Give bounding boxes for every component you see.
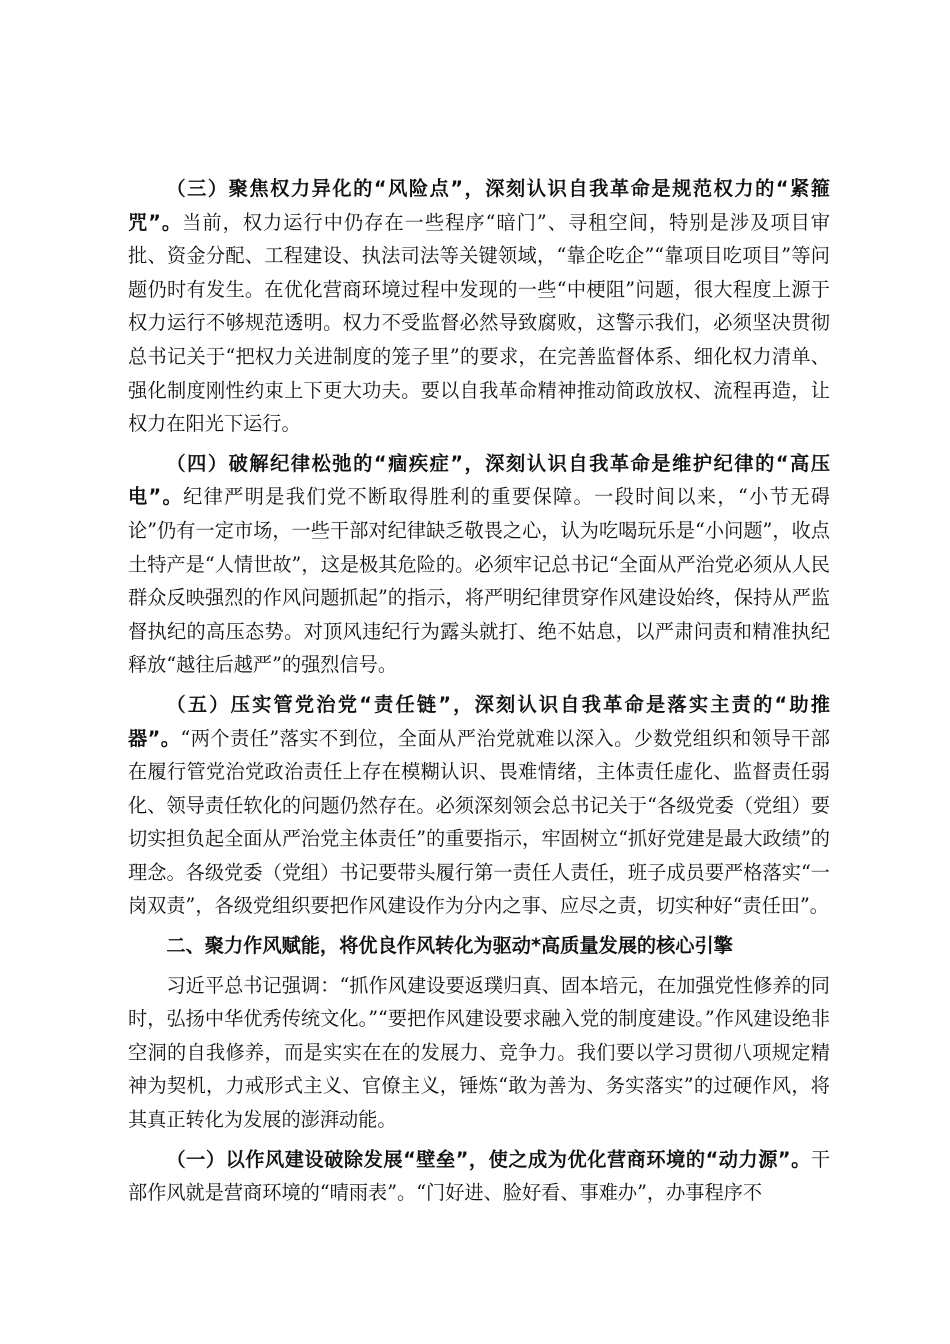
paragraph-four (128, 447, 830, 682)
paragraph-three-lead: （三）聚焦权力异化的“风险点”，深刻认识自我革命是规范权力的“紧箍咒”。 (128, 177, 830, 234)
paragraph-five-body: “两个责任”落实不到位，全面从严治党就难以深入。少数党组织和领导干部在履行管党治党政治责任上存在模糊认识、畏难情绪，主体责任虚化、监督责任弱化、领导责任软化的问题仍然存在。必须深刻领会总书记关于“各级党委（党组）要切实担负起全面从严治党主体责任”的重要指示，牢固树立“抓好党建是最大政绩”的理念。各级党委（党组）书记要带头履行第一责任人责任，班子成员要严格落实“一岗双责”，各级党组织要把作风建设作为分内之事、应尽之责，切实种好“责任田”。 (128, 726, 830, 918)
paragraph-five-lead: （五）压实管党治党“责任链”，深刻认识自我革命是落实主责的“助推器”。 (128, 692, 830, 750)
paragraph-three-body: 当前，权力运行中仍存在一些程序“暗门”、寻租空间，特别是涉及项目审批、资金分配、工程建设、执法司法等关键领域，“靠企吃企”“靠项目吃项目”等问题仍时有发生。在优化营商环境过程中发现的一些“中梗阻”问题，很大程度上源于权力运行不够规范透明。权力不受监督必然导致腐败，这警示我们，必须坚决贯彻总书记关于“把权力关进制度的笼子里”的要求，在完善监督体系、细化权力清单、强化制度刚性约束上下更大功夫。要以自我革命精神推动简政放权、流程再造，让权力在阳光下运行。 (128, 210, 830, 436)
paragraph-four-body: 纪律严明是我们党不断取得胜利的重要保障。一段时间以来，“小节无碍论”仍有一定市场，一些干部对纪律缺乏敬畏之心，认为吃喝玩乐是“小问题”，收点土特产是“人情世故”，这是极其危险的。必须牢记总书记“全面从严治党必须从人民群众反映强烈的作风问题抓起”的指示，将严明纪律贯穿作风建设始终，保持从严监督执纪的高压态势。对顶风违纪行为露头就打、绝不姑息，以严肃问责和精准执纪释放“越往后越严”的强烈信号。 (128, 485, 830, 677)
section-heading: 二、聚力作风赋能，将优良作风转化为驱动*高质量发展的核心引擎 (166, 934, 733, 958)
section-intro: 习近平总书记强调：“抓作风建设要返璞归真、固本培元，在加强党性修养的同时，弘扬中华优秀传统文化。”“要把作风建设要求融入党的制度建设。”作风建设绝非空洞的自我修养，而是实实在在的发展力、竞争力。我们要以学习贯彻八项规定精神为契机，力戒形式主义、官僚主义，锤炼“敢为善为、务实落实”的过硬作风，将其真正转化为发展的澎湃动能。 (128, 973, 830, 1132)
paragraph-section-two-one-lead: （一）以作风建设破除发展“壁垒”，使之成为优化营商环境的“动力源”。 (166, 1147, 811, 1171)
paragraph-section-two-one (128, 1143, 830, 1210)
paragraph-five (128, 688, 830, 923)
paragraph-three (128, 172, 830, 441)
paragraph-section-two-one-body: 干部作风就是营商环境的“晴雨表”。“门好进、脸好看、事难办”，办事程序不 (128, 1147, 830, 1205)
paragraph-four-lead: （四）破解纪律松弛的“痼疾症”，深刻认识自我革命是维护纪律的“高压电”。 (128, 451, 830, 509)
